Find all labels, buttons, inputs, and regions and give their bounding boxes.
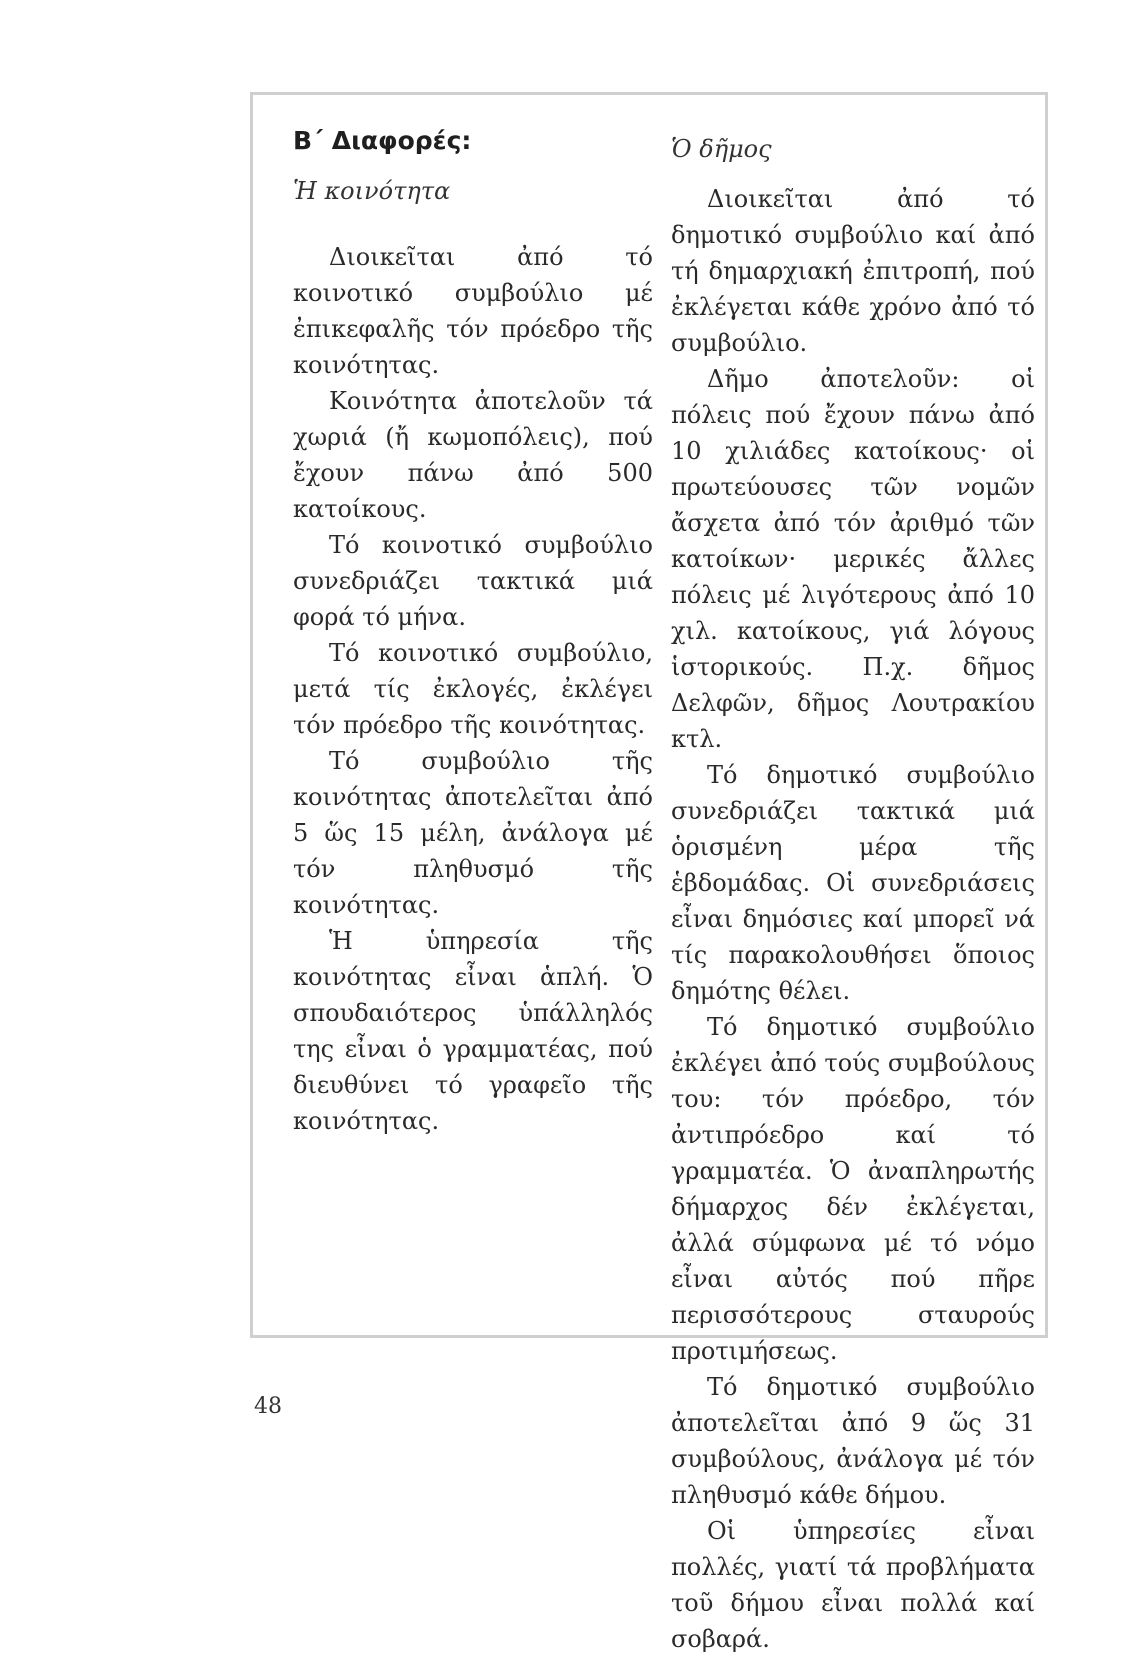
paragraph: Οἱ ὑπηρεσίες εἶναι πολλές, γιατί τά προβλήματα τοῦ δήμου εἶναι πολλά καί σοβαρά. <box>671 1517 1035 1653</box>
section-heading: Β΄ Διαφορές: <box>293 126 472 155</box>
paragraph: Κοινότητα ἀποτελοῦν τά χωριά (ἤ κωμοπόλεις), πού ἔχουν πάνω ἀπό 500 κατοίκους. <box>293 387 653 523</box>
paragraph: Τό δημοτικό συμβούλιο συνεδριάζει τακτικά μιά ὁρισμένη μέρα τῆς ἑβδομάδας. Οἱ συνεδριάσεις εἶναι δημόσιες καί μπορεῖ νά τίς παρακολουθήσει ὅποιος δημότης θέλει. <box>671 761 1035 1005</box>
right-column <box>671 95 1035 1657</box>
municipality-subheading: Ὁ δῆμος <box>671 135 772 163</box>
paragraph: Δῆμο ἀποτελοῦν: οἱ πόλεις πού ἔχουν πάνω ἀπό 10 χιλιάδες κατοίκους· οἱ πρωτεύουσες τῶν νομῶν ἄσχετα ἀπό τόν ἀριθμό τῶν κατοίκων· μερικές ἄλλες πόλεις μέ λιγότερους ἀπό 10 χιλ. κατοίκους, γιά λόγους ἱστορικούς. Π.χ. δῆμος Δελφῶν, δῆμος Λουτρακίου κτλ. <box>671 365 1035 753</box>
community-subheading: Ἡ κοινότητα <box>293 177 451 205</box>
municipality-text <box>671 181 1035 1657</box>
paragraph: Τό κοινοτικό συμβούλιο, μετά τίς ἐκλογές, ἐκλέγει τόν πρόεδρο τῆς κοινότητας. <box>293 639 653 739</box>
paragraph: Διοικεῖται ἀπό τό δημοτικό συμβούλιο καί ἀπό τή δημαρχιακή ἐπιτροπή, πού ἐκλέγεται κάθε χρόνο ἀπό τό συμβούλιο. <box>671 185 1035 357</box>
paragraph: Τό δημοτικό συμβούλιο ἀποτελεῖται ἀπό 9 ὥς 31 συμβούλους, ἀνάλογα μέ τόν πληθυσμό κάθε δήμου. <box>671 1373 1035 1509</box>
paragraph: Τό δημοτικό συμβούλιο ἐκλέγει ἀπό τούς συμβούλους του: τόν πρόεδρο, τόν ἀντιπρόεδρο καί τό γραμματέα. Ὁ ἀναπληρωτής δήμαρχος δέν ἐκλέγεται, ἀλλά σύμφωνα μέ τό νόμο εἶναι αὐτός πού πῆρε περισσότερους σταυρούς προτιμήσεως. <box>671 1013 1035 1365</box>
page-number: 48 <box>254 1394 282 1419</box>
left-column <box>293 95 653 1139</box>
paragraph: Τό κοινοτικό συμβούλιο συνεδριάζει τακτικά μιά φορά τό μήνα. <box>293 531 653 631</box>
community-text <box>293 239 653 1139</box>
paragraph: Ἡ ὑπηρεσία τῆς κοινότητας εἶναι ἁπλή. Ὁ σπουδαιότερος ὑπάλληλός της εἶναι ὁ γραμματέας, πού διευθύνει τό γραφεῖο τῆς κοινότητας. <box>293 927 653 1135</box>
paragraph: Διοικεῖται ἀπό τό κοινοτικό συμβούλιο μέ ἐπικεφαλῆς τόν πρόεδρο τῆς κοινότητας. <box>293 243 653 379</box>
paragraph: Τό συμβούλιο τῆς κοινότητας ἀποτελεῖται ἀπό 5 ὥς 15 μέλη, ἀνάλογα μέ τόν πληθυσμό τῆς κοινότητας. <box>293 747 653 919</box>
